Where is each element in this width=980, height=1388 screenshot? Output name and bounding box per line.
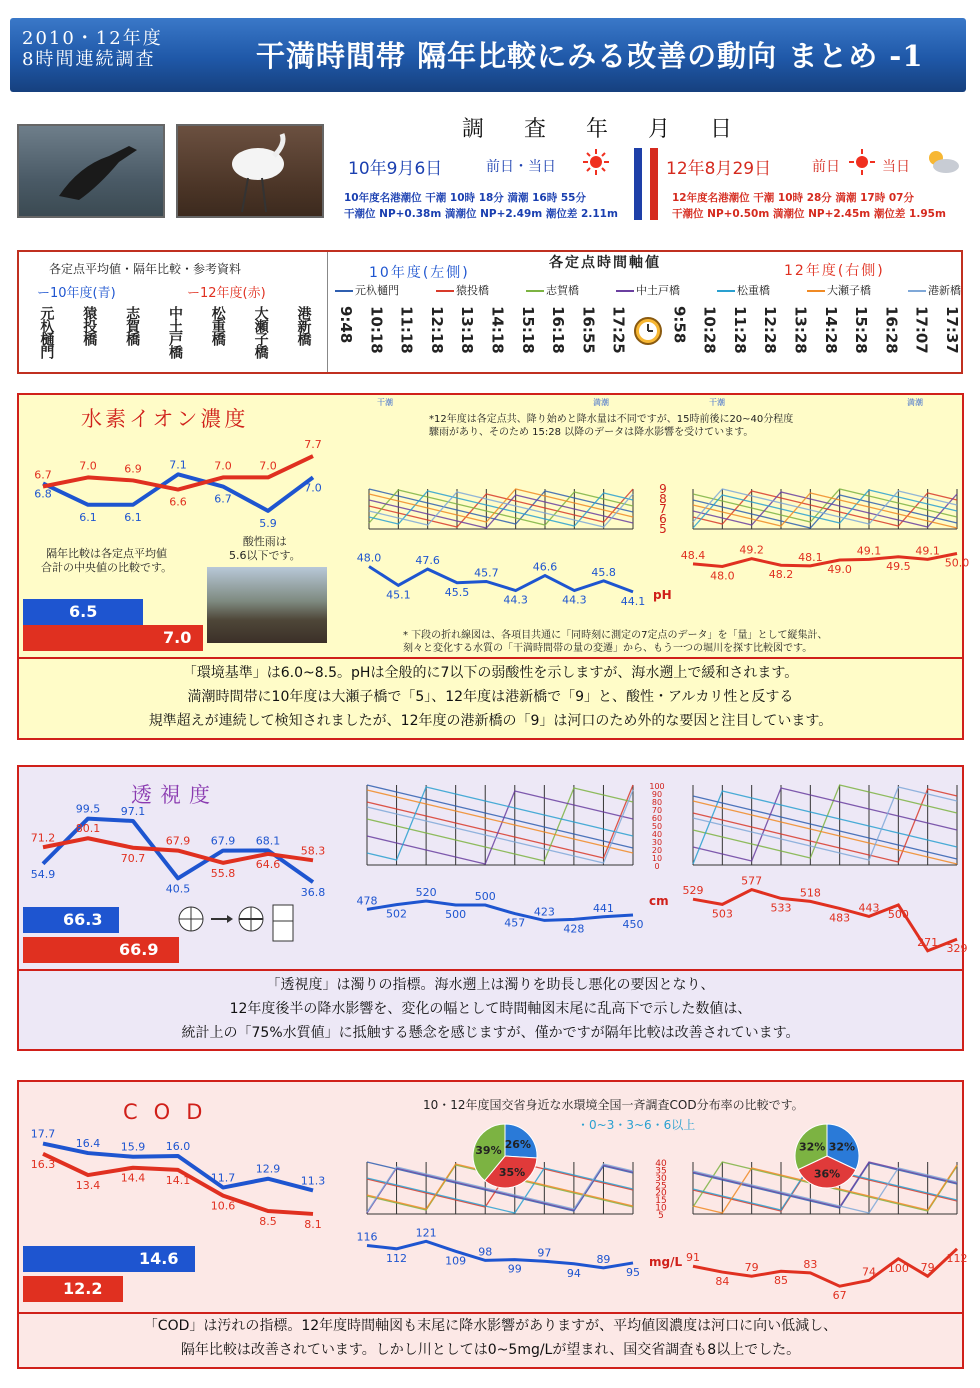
sun-icon-2012 [848,148,876,176]
ph-summary [19,661,962,733]
y-tick-10: 0 [654,862,660,871]
series-legend-swatch [335,290,353,292]
y-tick-8: 20 [651,846,663,855]
data-label-12年度-5: 7.0 [259,459,277,473]
tide-2010-line1: 10年度名港潮位 干潮 10時 18分 満潮 16時 55分 [344,192,586,204]
unit-label: pH [653,588,672,602]
y-tick-2: 80 [651,798,663,807]
data-label-12年度-2: 14.4 [120,1171,146,1185]
axis-2012-label: 12年度(右側) [784,263,885,279]
data-label-12年度-4: 7.0 [214,459,232,473]
data-label-10年度-0: 54.9 [30,867,56,881]
ref-point-5: 大瀬子橋 [252,306,269,358]
data-label-12年度-2: 70.7 [120,851,146,865]
ph-summary-line3: 規準超えが連続して検知されましたが、12年度の港新橋の「9」は河口のため外的な要因と注目しています。 [148,713,833,729]
page-title: 干満時間帯 隔年比較にみる改善の動向 まとめ -1 [256,39,924,73]
sum-label-10年度-3: 500 [445,908,467,921]
axis-2010-label: 10年度(左側) [369,265,470,281]
data-label-12年度-1: 80.1 [75,822,101,836]
date-2012: 12年8月29日 [666,159,772,179]
series-legend-swatch [436,290,454,292]
sum-label-10年度-6: 46.6 [532,560,558,574]
time-2010-7: 16:18 [549,306,568,354]
data-label-10年度-5: 5.9 [259,516,277,530]
y-tick-0: 40 [655,1159,667,1169]
unit-label: mg/L [649,1255,683,1269]
mesh-line-1-1 [693,789,957,862]
y-tick-4: 20 [655,1188,667,1199]
ph-bar-2010: 6.5 [23,599,143,625]
time-2010-3: 12:18 [427,306,446,354]
y-tick-0: 100 [649,782,665,791]
pie-label-6以上: 39% [475,1144,502,1158]
data-label-12年度-6: 8.1 [304,1217,322,1231]
data-label-10年度-6: 11.3 [300,1174,326,1188]
tide-2012-line1: 12年度名港潮位 干潮 10時 28分 満潮 17時 07分 [672,192,914,204]
ph-title: 水素イオン濃度 [81,407,249,431]
sum-label-12年度-5: 483 [829,911,851,925]
transparency-summary-line2: 12年度後半の降水影響を、変化の幅として時間軸図末尾に乱高下で示した数値は、 [229,1001,752,1017]
cod-summary-line2: 隔年比較は改善されています。しかし川としては0~5mg/Lが望まれ、国交省調査も8以上でした。 [180,1342,801,1358]
sum-label-10年度-4: 98 [478,1245,493,1259]
sum-label-10年度-2: 520 [415,886,437,899]
data-label-10年度-3: 40.5 [165,882,191,896]
sum-label-12年度-2: 577 [741,874,763,888]
sum-label-10年度-1: 112 [386,1251,408,1265]
sum-label-12年度-8: 49.1 [915,544,940,558]
clock-icon [633,316,663,346]
data-label-10年度-1: 16.4 [75,1137,101,1151]
data-label-12年度-4: 55.8 [210,866,236,880]
sum-label-12年度-2: 79 [744,1261,759,1275]
sum-label-12年度-8: 79 [920,1261,935,1275]
pie-label-0~3: 26% [504,1137,532,1151]
sum-label-10年度-1: 45.1 [386,588,411,602]
sum-label-10年度-5: 457 [504,916,526,930]
legend-2010: ー10年度(青) [37,286,116,301]
data-label-12年度-1: 7.0 [79,459,97,473]
time-2010-6: 15:18 [518,306,537,354]
mesh-line-1-5 [693,801,957,864]
time-2012-6: 15:28 [852,306,871,354]
sum-label-10年度-9: 44.1 [620,594,646,608]
sum-label-10年度-4: 45.7 [474,566,499,580]
cod-bar-2012: 12.2 [23,1276,123,1302]
sum-label-12年度-4: 83 [803,1257,818,1271]
data-label-10年度-6: 7.0 [304,481,322,495]
transparency-summary-line1: 「透視度」は濁りの指標。海水遡上は濁りを助長し悪化の要因となり、 [266,977,715,993]
rain-note [429,413,793,439]
sum-label-12年度-9: 112 [946,1251,968,1265]
acid-rain-line2: 5.6以下です。 [229,549,301,562]
mesh-line-0-3 [367,791,633,864]
sum-label-12年度-0: 91 [686,1251,700,1265]
series-legend-label: 松重橋 [737,284,770,297]
date-2010: 10年9月6日 [348,159,443,179]
series-legend-label: 猿投橋 [456,284,489,297]
ref-axis-title: 各定点時間軸値 [549,255,661,271]
sum-label-10年度-7: 44.3 [562,593,587,607]
acid-rain-note [229,535,301,563]
cod-average-chart [23,1122,333,1234]
time-2010-4: 13:18 [458,306,477,354]
cod-summary [19,1314,962,1362]
transparency-bar-2012: 66.9 [23,937,179,963]
y-tick-3: 25 [655,1181,667,1192]
sum-label-12年度-1: 84 [715,1275,730,1289]
y-tick-9: 10 [651,854,663,863]
ph-summary-line2: 満潮時間帯に10年度は大瀬子橋で「5」、12年度は港新橋で「9」と、酸性・アルカリ性と反する [187,689,794,705]
sum-label-12年度-9: 329 [946,942,968,956]
y-tick-1: 8 [659,492,667,506]
y-tick-5: 15 [655,1196,667,1207]
data-label-10年度-4: 67.9 [210,834,236,848]
sum-label-10年度-5: 44.3 [503,593,528,607]
data-label-12年度-2: 6.9 [124,462,142,476]
transparency-time-chart [345,775,968,965]
sum-label-12年度-5: 67 [832,1289,847,1303]
mesh-line-0-5 [367,790,633,853]
median-note-line2: 合計の中央値の比較です。 [41,561,173,574]
tide-2012-line2: 干潮位 NP+0.50m 満潮位 NP+2.45m 潮位差 1.95m [672,208,946,220]
sum-label-10年度-8: 45.8 [591,565,616,579]
y-tick-3: 6 [659,512,667,526]
sum-label-12年度-1: 48.0 [710,569,735,583]
egret-photo [176,124,324,218]
series-legend-label: 港新橋 [928,284,961,297]
reference-panel [17,250,963,374]
transparency-divider [19,969,962,971]
transparency-average-chart [23,801,333,901]
sum-label-10年度-3: 45.5 [444,585,470,599]
y-tick-0: 9 [659,482,667,496]
rain-note-line1: *12年度は各定点共、降り始めと降水量は不同ですが、15時前後に20~40分程度 [429,414,794,425]
sum-label-10年度-9: 450 [622,918,644,931]
high-tide-2010: 満潮 [593,398,609,407]
time-2012-2: 11:28 [730,306,749,354]
sum-label-10年度-8: 441 [592,901,614,915]
time-2012-5: 14:28 [821,306,840,354]
y-tick-3: 70 [651,806,663,815]
time-2012-3: 12:28 [761,306,780,354]
time-2012-0: 9:58 [670,306,689,344]
egret-silhouette-icon [178,126,322,216]
cod-pie-2012 [793,1122,861,1190]
time-2012-4: 13:28 [791,306,810,354]
sum-label-10年度-6: 423 [533,905,555,919]
sum-label-10年度-1: 502 [386,907,408,921]
time-2010-2: 11:18 [397,306,416,354]
sum-label-10年度-3: 109 [445,1254,467,1268]
subtitle-line1: 2010・12年度 [22,28,163,49]
ph-panel [17,393,970,740]
sum-line-12年度 [693,1249,957,1289]
sum-label-12年度-2: 49.2 [739,543,764,557]
sum-label-10年度-4: 500 [474,890,496,903]
ref-point-1: 猿投橋 [81,306,98,345]
data-label-12年度-0: 71.2 [30,831,56,845]
sum-label-10年度-0: 478 [356,894,378,908]
transparency-bar-2010: 66.3 [23,907,119,933]
transparency-summary-line3: 統計上の「75%水質値」に抵触する懸念を感じますが、僅かですが隔年比較は改善されています。 [181,1025,800,1041]
series-legend-item-0 [335,282,399,298]
header-subtitle [22,28,163,70]
ref-left-title: 各定点平均値・隔年比較・参考資料 [49,262,242,276]
sum-label-10年度-6: 97 [537,1246,552,1260]
series-legend [335,282,961,298]
data-label-10年度-2: 6.1 [124,510,142,524]
series-legend-label: 中土戸橋 [636,284,680,297]
y-tick-6: 40 [651,830,663,839]
series-legend-item-2 [526,282,579,298]
series-legend-item-3 [616,282,680,298]
data-label-12年度-0: 16.3 [30,1157,56,1171]
sum-label-10年度-2: 47.6 [415,554,440,568]
series-legend-swatch [717,290,735,292]
sum-label-12年度-9: 50.0 [944,556,970,570]
pie-legend: ・0~3・3~6・6以上 [577,1118,696,1132]
sum-label-12年度-6: 49.1 [856,544,882,558]
bird-silhouette-icon [19,126,163,216]
time-2010-5: 14:18 [488,306,507,354]
series-legend-item-5 [807,282,871,298]
landscape-photo [207,567,327,643]
high-tide-2012: 満潮 [907,398,923,407]
sum-label-12年度-3: 48.2 [768,568,794,582]
data-label-10年度-6: 36.8 [300,886,326,900]
sun-cloud-icon [922,146,962,176]
ph-time-chart [347,449,970,629]
data-label-10年度-3: 7.1 [169,458,187,472]
unit-label: cm [649,894,669,908]
ph-average-chart [23,435,333,535]
ref-point-3: 中土戸橋 [166,306,183,358]
legend-2012: ー12年度(赤) [187,286,266,301]
data-label-12年度-3: 6.6 [169,495,187,509]
time-2012-8: 17:07 [912,306,931,354]
sum-label-12年度-5: 49.0 [827,563,852,576]
transparency-summary [19,973,962,1045]
median-note-line1: 隔年比較は各定点平均値 [46,547,168,560]
mesh-line-1-2 [693,785,957,858]
mesh-line-0-0 [369,489,633,524]
date-2012-prev: 前日 [812,159,840,175]
sum-label-12年度-3: 85 [774,1274,788,1288]
rain-note-line2: 驟雨があり、そのため 15:28 以降のデータは降水影響を受けています。 [429,427,754,438]
y-tick-1: 90 [651,790,663,799]
sum-label-12年度-7: 49.5 [886,559,911,573]
ph-bar-2012: 7.0 [23,625,203,651]
data-label-10年度-2: 15.9 [120,1140,146,1154]
time-2012-7: 16:28 [882,306,901,354]
data-label-12年度-3: 14.1 [165,1173,191,1187]
subtitle-line2: 8時間連続調査 [22,49,156,70]
pie-label-0~3: 32% [828,1140,856,1154]
sun-icon [582,148,610,176]
series-legend-swatch [526,290,544,292]
sum-label-12年度-1: 503 [711,907,733,921]
date-2012-day: 当日 [882,159,910,175]
sum-label-12年度-7: 100 [887,1261,909,1275]
data-label-12年度-5: 64.6 [255,857,281,871]
data-label-10年度-4: 11.7 [210,1171,236,1185]
series-legend-label: 大瀬子橋 [827,284,871,297]
header-banner [10,18,966,92]
data-label-10年度-5: 12.9 [255,1162,281,1176]
sum-label-10年度-8: 89 [596,1252,611,1266]
mesh-line-0-4 [367,787,633,860]
tide-2010-line2: 干潮位 NP+0.38m 満潮位 NP+2.49m 潮位差 2.11m [344,208,618,220]
transparency-tube-icon [175,903,325,943]
data-label-12年度-4: 10.6 [210,1199,236,1213]
data-label-10年度-0: 6.8 [34,487,52,501]
cod-pie-2010 [471,1122,539,1190]
series-legend-item-6 [908,282,961,298]
sum-label-10年度-0: 48.0 [356,551,382,565]
cod-bar-2010: 14.6 [23,1246,195,1272]
ref-divider [327,252,328,372]
ref-points-list [25,306,325,372]
sum-label-10年度-2: 121 [415,1226,437,1240]
series-legend-swatch [807,290,825,292]
time-2012-9: 17:37 [942,306,961,354]
time-2010-8: 16:55 [579,306,598,354]
ref-point-2: 志賀橋 [124,306,141,345]
cormorant-photo [17,124,165,218]
time-2012-1: 10:28 [700,306,719,354]
sum-label-10年度-7: 94 [566,1266,581,1280]
sum-label-12年度-0: 529 [682,884,704,898]
sum-label-12年度-4: 48.1 [798,550,823,564]
cod-panel [17,1080,968,1369]
y-tick-7: 5 [658,1211,664,1221]
lower-note-line2: 刻々と変化する水質の「干満時間帯の量の変遷」から、もう一つの堀川を探す比較図です。 [403,643,813,654]
sum-label-12年度-6: 74 [862,1265,876,1279]
sum-label-12年度-0: 48.4 [680,548,706,562]
data-label-10年度-4: 6.7 [214,492,232,506]
data-label-10年度-2: 97.1 [120,805,146,819]
y-tick-5: 50 [651,822,663,831]
ph-divider [19,657,962,659]
sum-label-12年度-6: 443 [858,901,880,915]
data-label-12年度-6: 58.3 [300,844,326,858]
sum-label-10年度-9: 95 [626,1265,640,1279]
ref-point-4: 松重橋 [209,306,226,345]
pie-label-3~6: 35% [498,1166,526,1180]
data-label-12年度-5: 8.5 [259,1215,277,1228]
sum-label-12年度-4: 518 [799,886,821,900]
low-tide-2012: 干潮 [709,398,725,407]
series-legend-label: 元杁樋門 [355,284,399,297]
data-label-10年度-1: 6.1 [79,510,97,524]
sum-label-12年度-3: 533 [770,901,792,915]
acid-rain-line1: 酸性雨は [242,535,287,548]
y-tick-2: 30 [655,1173,667,1184]
y-tick-4: 5 [659,522,667,536]
time-2010-1: 10:18 [367,306,386,354]
series-legend-item-1 [436,282,489,298]
sum-label-10年度-7: 428 [563,922,585,936]
data-label-10年度-5: 68.1 [255,834,281,848]
sum-label-10年度-0: 116 [356,1230,378,1244]
y-tick-1: 35 [655,1166,667,1177]
lower-note [403,629,828,655]
sum-label-10年度-5: 99 [507,1262,522,1276]
pie-label-6以上: 32% [798,1140,826,1154]
ref-point-6: 港新橋 [295,306,312,345]
series-legend-swatch [616,290,634,292]
sum-label-12年度-8: 271 [917,935,939,949]
data-label-12年度-1: 13.4 [75,1179,101,1193]
y-tick-4: 60 [651,814,663,823]
data-label-12年度-3: 67.9 [165,834,191,848]
time-2010-0: 9:48 [337,306,355,344]
lower-note-line1: * 下段の折れ線図は、各項目共通に「同時刻に測定の7定点のデータ」を「量」として縦集計、 [403,630,828,641]
time-2010-9: 17:25 [609,306,628,354]
ref-point-0: 元杁樋門 [38,306,55,358]
date-2010-weather: 前日・当日 [486,159,556,175]
mesh-line-1-5 [693,493,957,528]
ph-summary-line1: 「環境基準」は6.0~8.5。pHは全般的に7以下の弱酸性を示しますが、海水遡上で緩和されます。 [182,665,799,681]
series-legend-item-4 [717,282,770,298]
y-tick-6: 10 [655,1203,667,1214]
survey-heading: 調査年月日 [462,117,773,142]
sum-label-12年度-7: 500 [887,908,909,921]
data-label-10年度-3: 16.0 [165,1140,191,1153]
data-label-12年度-6: 7.7 [304,438,322,452]
data-label-12年度-0: 6.7 [34,468,52,482]
cod-title: COD [123,1100,219,1124]
transparency-panel [17,765,968,1051]
median-note [41,547,172,575]
y-tick-7: 30 [651,838,663,847]
data-label-10年度-0: 17.7 [30,1127,56,1141]
low-tide-2010: 干潮 [377,398,393,407]
pie-label-3~6: 36% [813,1167,841,1181]
series-legend-swatch [908,290,926,292]
data-label-10年度-1: 99.5 [75,802,101,816]
pie-title: 10・12年度国交省身近な水環境全国一斉調査COD分布率の比較です。 [423,1098,804,1112]
transparency-title: 透視度 [131,783,218,807]
cod-summary-line1: 「COD」は汚れの指標。12年度時間軸図も末尾に降水影響がありますが、平均値図濃度は河口に向い低減し、 [143,1318,838,1334]
y-tick-2: 7 [659,502,667,516]
series-legend-label: 志賀橋 [546,284,579,297]
divider-flag [634,148,658,220]
